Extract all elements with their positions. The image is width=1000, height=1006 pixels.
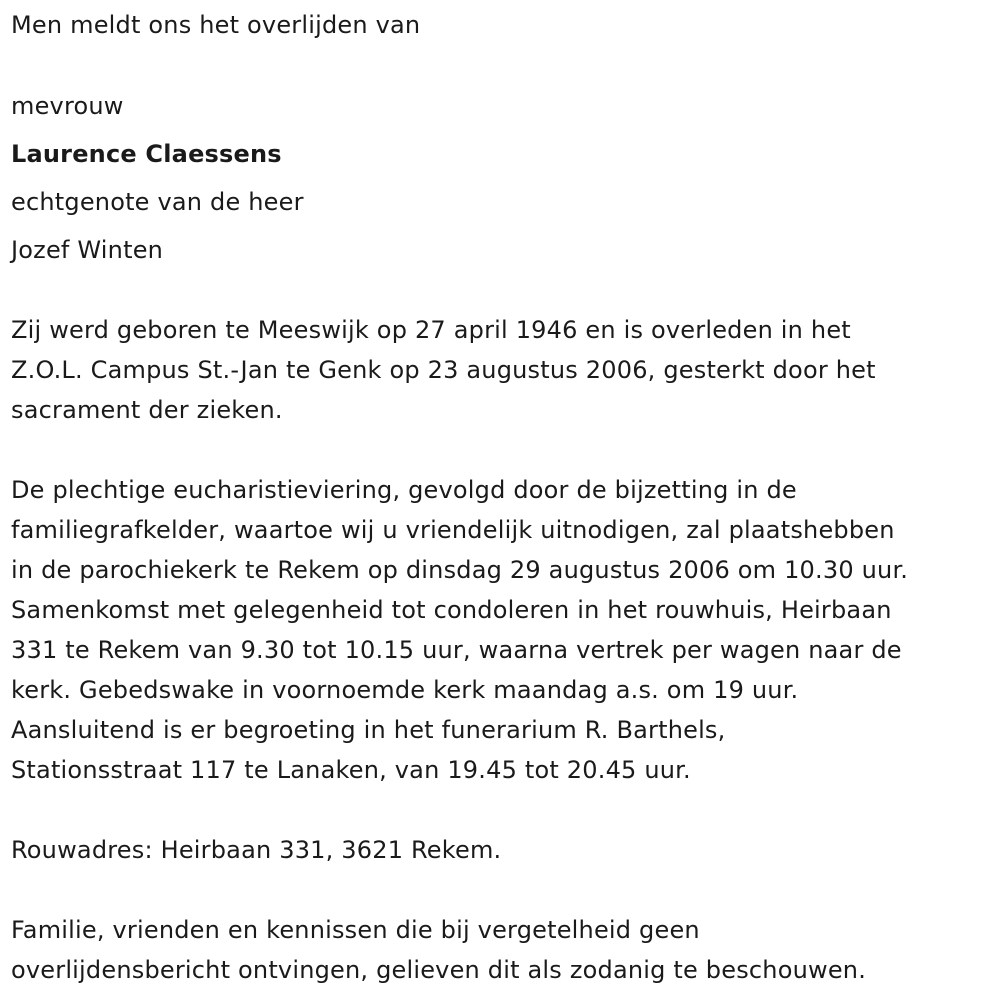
ceremony-line: 331 te Rekem van 9.30 tot 10.15 uur, waarna vertrek per wagen naar de	[11, 636, 902, 664]
closing-line: Familie, vrienden en kennissen die bij vergetelheid geen	[11, 916, 700, 944]
ceremony-line: in de parochiekerk te Rekem op dinsdag 29 augustus 2006 om 10.30 uur.	[11, 556, 909, 584]
ceremony-line: familiegrafkelder, waartoe wij u vriendelijk uitnodigen, zal plaatshebben	[11, 516, 895, 544]
deceased-name: Laurence Claessens	[11, 140, 282, 168]
ceremony-line: Aansluitend is er begroeting in het funerarium R. Barthels,	[11, 716, 726, 744]
birth-line: sacrament der zieken.	[11, 396, 283, 424]
person-title: mevrouw	[11, 92, 124, 120]
intro-text: Men meldt ons het overlijden van	[11, 11, 421, 39]
birth-line: Zij werd geboren te Meeswijk op 27 april 1946 en is overleden in het	[11, 316, 851, 344]
birth-line: Z.O.L. Campus St.-Jan te Genk op 23 augustus 2006, gesterkt door het	[11, 356, 876, 384]
ceremony-line: De plechtige eucharistieviering, gevolgd door de bijzetting in de	[11, 476, 797, 504]
relation-text: echtgenote van de heer	[11, 188, 304, 216]
mourning-address: Rouwadres: Heirbaan 331, 3621 Rekem.	[11, 836, 502, 864]
spouse-name: Jozef Winten	[11, 236, 164, 264]
closing-line: overlijdensbericht ontvingen, gelieven dit als zodanig te beschouwen.	[11, 956, 867, 984]
ceremony-line: Samenkomst met gelegenheid tot condoleren in het rouwhuis, Heirbaan	[11, 596, 892, 624]
ceremony-line: Stationsstraat 117 te Lanaken, van 19.45 tot 20.45 uur.	[11, 756, 691, 784]
ceremony-line: kerk. Gebedswake in voornoemde kerk maandag a.s. om 19 uur.	[11, 676, 799, 704]
